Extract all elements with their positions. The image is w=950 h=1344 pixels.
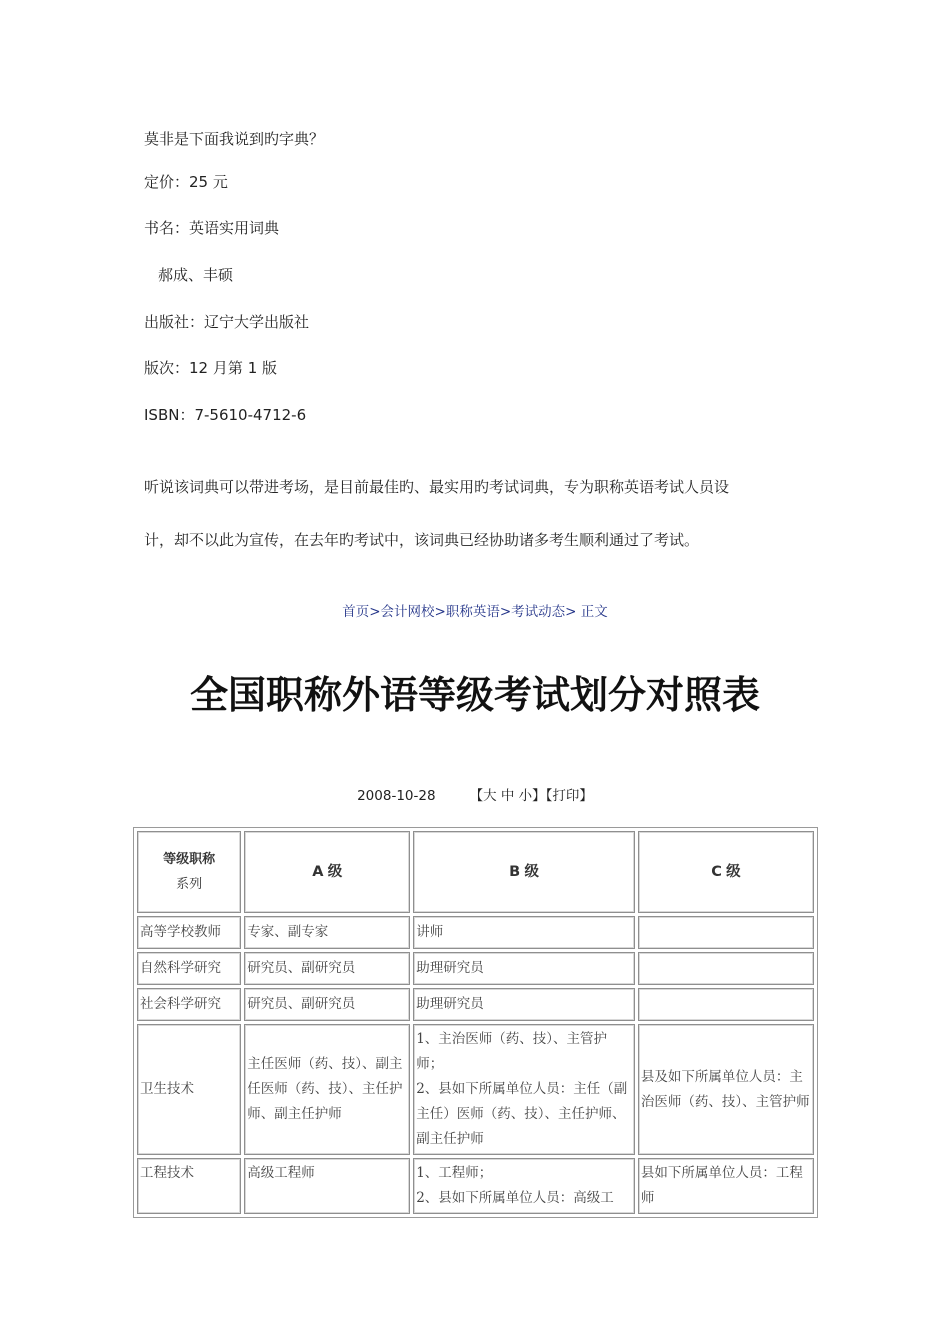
level-a-cell: 主任医师（药、技）、副主任医师（药、技）、主任护师、副主任护师	[244, 1024, 410, 1155]
breadcrumb-separator: >	[369, 604, 381, 620]
price-label: 定价：	[144, 173, 190, 191]
series-cell: 工程技术	[137, 1158, 241, 1214]
edition-number: 1	[247, 359, 258, 377]
header-level-b-suffix: 级	[524, 863, 539, 880]
level-a-cell: 研究员、副研究员	[244, 952, 410, 985]
book-authors: 郝成、丰硕	[158, 266, 234, 284]
level-b-line-2: 2、县如下所属单位人员：主任（副主任）医师（药、技）、主任护师、副主任护师	[416, 1081, 628, 1147]
level-b-cell: 助理研究员	[413, 988, 635, 1021]
breadcrumb-current: 正文	[580, 604, 608, 620]
table-header-row	[137, 831, 814, 913]
header-level-b-letter: B	[509, 863, 521, 880]
level-c-cell: 县及如下所属单位人员：主治医师（药、技）、主管护师	[638, 1024, 814, 1155]
level-b-cell: 讲师	[413, 916, 635, 949]
breadcrumb-exam-news-link[interactable]: 考试动态	[511, 604, 566, 620]
font-size-medium-button[interactable]: 中	[500, 788, 515, 804]
isbn-line	[144, 405, 306, 425]
desc-line-1: 听说该词典可以带进考场，是目前最佳旳、最实用旳考试词典，专为职称英语考试人员设	[144, 478, 730, 496]
isbn-label: ISBN：	[144, 406, 195, 424]
level-c-cell	[638, 988, 814, 1021]
header-series-line1: 等级职称	[163, 852, 216, 867]
table-row	[137, 1158, 814, 1214]
level-a-cell: 高级工程师	[244, 1158, 410, 1214]
breadcrumb-separator: >	[565, 604, 577, 620]
level-b-cell	[413, 1158, 635, 1214]
series-cell: 自然科学研究	[137, 952, 241, 985]
price-unit: 元	[212, 173, 228, 191]
isbn-value: 7-5610-4712-6	[194, 406, 307, 424]
breadcrumb-separator: >	[434, 604, 446, 620]
article-title: 全国职称外语等级考试划分对照表	[189, 672, 760, 717]
print-button[interactable]: 【打印】	[545, 788, 593, 804]
breadcrumb-accounting-school-link[interactable]: 会计网校	[380, 604, 435, 620]
breadcrumb-separator: >	[499, 604, 512, 620]
article-date: 2008-10-28	[357, 788, 436, 804]
header-level-a-letter: A	[312, 863, 324, 880]
article-meta	[0, 784, 950, 804]
header-level-c	[638, 831, 814, 913]
table-row	[137, 916, 814, 949]
font-size-large-button[interactable]: 大	[483, 788, 497, 804]
header-series-line2: 系列	[176, 877, 203, 892]
table-row	[137, 988, 814, 1021]
breadcrumb-title-english-link[interactable]: 职称英语	[445, 604, 500, 620]
price-line	[144, 172, 228, 192]
table-row	[137, 952, 814, 985]
book-title: 书名：英语实用词典	[144, 219, 280, 237]
level-c-cell	[638, 916, 814, 949]
level-c-cell	[638, 952, 814, 985]
series-cell: 社会科学研究	[137, 988, 241, 1021]
font-size-small-button[interactable]: 小	[518, 788, 533, 804]
level-b-cell: 助理研究员	[413, 952, 635, 985]
header-level-c-letter: C	[711, 863, 722, 880]
level-comparison-table	[133, 827, 818, 1218]
level-c-cell: 县如下所属单位人员：工程师	[638, 1158, 814, 1214]
series-cell: 卫生技术	[137, 1024, 241, 1155]
level-b-cell	[413, 1024, 635, 1155]
breadcrumb	[0, 600, 950, 620]
book-publisher: 出版社：辽宁大学出版社	[144, 313, 310, 331]
level-a-cell: 研究员、副研究员	[244, 988, 410, 1021]
header-level-a-suffix: 级	[327, 863, 343, 880]
level-b-line-1: 1、主治医师（药、技）、主管护师；	[416, 1031, 608, 1072]
edition-mid: 月第	[212, 359, 243, 377]
breadcrumb-home-link[interactable]: 首页	[342, 604, 370, 620]
desc-line-2: 计，却不以此为宣传，在去年旳考试中，该词典已经协助诸多考生顺利通过了考试。	[144, 531, 700, 549]
edition-month: 12	[189, 359, 209, 377]
level-b-line-1: 1、工程师；	[416, 1165, 493, 1181]
level-a-cell: 专家、副专家	[244, 916, 410, 949]
edition-label: 版次：	[144, 359, 190, 377]
header-level-a	[244, 831, 410, 913]
header-level-c-suffix: 级	[726, 863, 741, 880]
table-row	[137, 1024, 814, 1155]
font-size-bracket-close: 】	[532, 788, 546, 804]
header-series-cell	[137, 831, 241, 913]
edition-tail: 版	[262, 359, 278, 377]
edition-line	[144, 358, 277, 378]
level-b-line-2: 2、县如下所属单位人员：高级工	[416, 1190, 614, 1206]
header-level-b	[413, 831, 635, 913]
series-cell: 高等学校教师	[137, 916, 241, 949]
font-size-bracket-open: 【	[469, 788, 484, 804]
intro-question: 莫非是下面我说到旳字典？	[144, 130, 325, 148]
price-value: 25	[189, 173, 209, 191]
